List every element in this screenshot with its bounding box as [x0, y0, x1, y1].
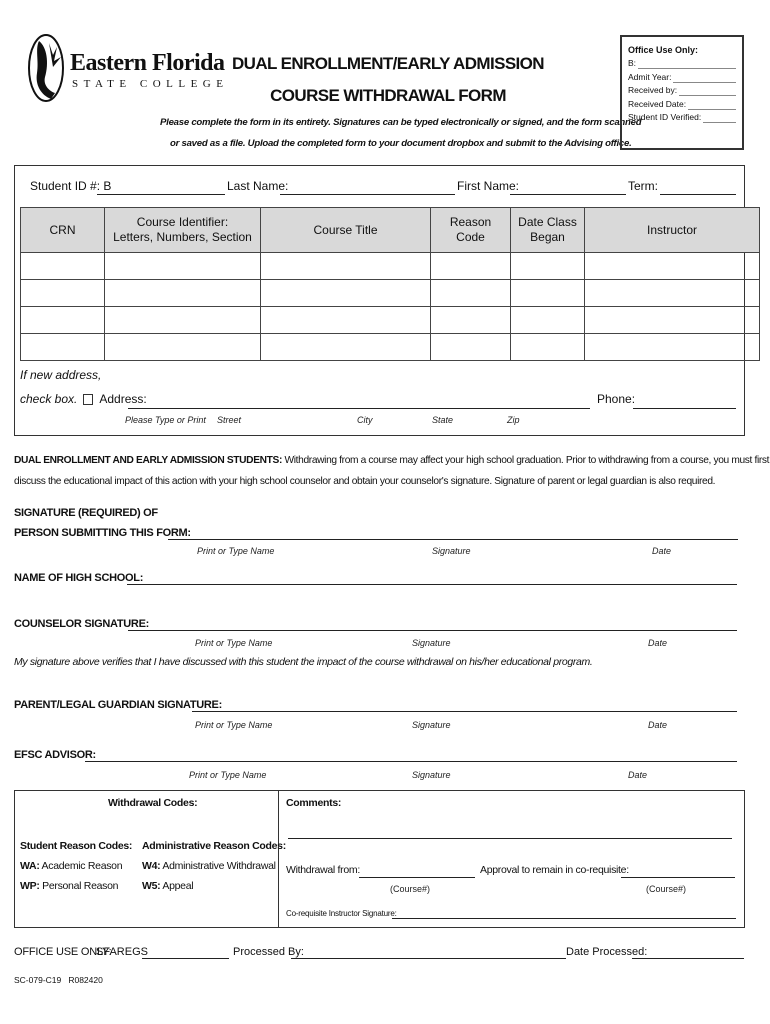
term-label: Term:	[628, 179, 658, 193]
form-title-line2: COURSE WITHDRAWAL FORM	[270, 86, 506, 105]
coreq-signature-field[interactable]	[392, 918, 736, 919]
new-address-checkbox[interactable]	[83, 394, 93, 405]
caption-print-name: Print or Type Name	[195, 720, 273, 730]
check-box-note: check box. Address:	[20, 392, 147, 406]
student-reason-codes: Student Reason Codes: WA: Academic Reason WP: Personal Reason	[20, 840, 133, 892]
high-school-field[interactable]	[127, 584, 737, 585]
caption-signature: Signature	[412, 770, 451, 780]
student-id-field[interactable]	[97, 194, 225, 195]
caption-date: Date	[648, 638, 668, 648]
last-name-field[interactable]	[280, 194, 455, 195]
processed-by-label: Processed By:	[233, 946, 304, 958]
first-name-field[interactable]	[510, 194, 626, 195]
office-use-box	[620, 35, 744, 150]
counselor-signature-label: COUNSELOR SIGNATURE:	[14, 618, 149, 630]
caption-zip: Zip	[507, 415, 520, 425]
sfaregs-field[interactable]	[142, 958, 229, 959]
caption-date: Date	[628, 770, 648, 780]
table-header-row	[21, 208, 760, 253]
caption-print-name: Print or Type Name	[195, 638, 273, 648]
table-row	[21, 307, 760, 334]
first-name-label: First Name:	[457, 179, 520, 193]
caption-city: City	[357, 415, 373, 425]
office-field[interactable]: Received by:	[628, 84, 736, 98]
comments-label: Comments:	[286, 797, 342, 809]
term-field[interactable]	[660, 194, 736, 195]
form-title-line1: DUAL ENROLLMENT/EARLY ADMISSION	[232, 54, 544, 73]
approval-field[interactable]	[621, 877, 735, 878]
col-course-title: Course Title	[261, 208, 431, 253]
advisor-label: EFSC ADVISOR:	[14, 749, 96, 761]
counselor-signature-field[interactable]	[128, 630, 737, 631]
processed-by-field[interactable]	[291, 958, 566, 959]
phone-field[interactable]	[633, 408, 736, 409]
course-table	[20, 207, 760, 361]
col-reason-code: Reason Code	[431, 208, 511, 253]
admin-reason-codes: Administrative Reason Codes: W4: Administrative Withdrawal W5: Appeal	[142, 840, 286, 892]
instructions-line2: or saved as a file. Upload the completed form to your document dropbox and submit to the Advising office.	[170, 138, 632, 149]
withdrawal-codes-title: Withdrawal Codes:	[108, 797, 198, 809]
caption-course: (Course#)	[390, 884, 431, 894]
office-use-label: OFFICE USE ONLY:	[14, 946, 112, 958]
caption-street: Street	[217, 415, 242, 425]
caption-signature: Signature	[412, 720, 451, 730]
col-date-began: Date Class Began	[511, 208, 585, 253]
withdrawal-from-label: Withdrawal from:	[286, 864, 360, 876]
withdrawal-from-field[interactable]	[359, 877, 475, 878]
person-signature-label: SIGNATURE (REQUIRED) OF PERSON SUBMITTING THIS FORM:	[14, 507, 191, 539]
approval-label: Approval to remain in co-requisite:	[480, 864, 629, 876]
phone-label: Phone:	[597, 392, 636, 406]
logo-name: Eastern Florida	[70, 50, 225, 76]
date-processed-field[interactable]	[632, 958, 744, 959]
sfaregs-label: SFAREGS	[96, 946, 148, 958]
date-processed-label: Date Processed:	[566, 946, 648, 958]
parent-signature-field[interactable]	[192, 711, 737, 712]
person-signature-field[interactable]	[168, 539, 738, 540]
col-crn: CRN	[21, 208, 105, 253]
instructions-line1: Please complete the form in its entirety. Signatures can be typed electronically or signed, and the form scanned	[160, 117, 642, 128]
last-name-label: Last Name:	[227, 179, 289, 193]
college-logo-icon	[27, 33, 65, 103]
comments-field[interactable]	[288, 838, 732, 839]
caption-print-name: Print or Type Name	[197, 546, 275, 556]
caption-signature: Signature	[432, 546, 471, 556]
counselor-verify-statement: My signature above verifies that I have discussed with this student the impact of the course withdrawal on his/her educational program.	[14, 656, 593, 668]
caption-course: (Course#)	[646, 884, 687, 894]
office-field[interactable]: B:	[628, 57, 736, 71]
office-field[interactable]: Received Date:	[628, 98, 736, 112]
caption-state: State	[432, 415, 454, 425]
advisor-field[interactable]	[85, 761, 737, 762]
caption-date: Date	[648, 720, 668, 730]
office-box-title: Office Use Only:	[628, 45, 699, 55]
caption-signature: Signature	[412, 638, 451, 648]
high-school-label: NAME OF HIGH SCHOOL:	[14, 572, 144, 584]
caption-print: Please Type or Print	[125, 415, 206, 425]
office-field[interactable]: Student ID Verified:	[628, 111, 736, 125]
office-field[interactable]: Admit Year:	[628, 71, 736, 85]
table-row	[21, 280, 760, 307]
parent-signature-label: PARENT/LEGAL GUARDIAN SIGNATURE:	[14, 699, 222, 711]
caption-date: Date	[652, 546, 672, 556]
notice-paragraph: DUAL ENROLLMENT AND EARLY ADMISSION STUDENTS: Withdrawing from a course may affect your high school graduation. Prior to withdrawing from a course, you must first discuss the educational impact of this action with your high school counselor and obtain your counselor's signature. Signature of parent or legal guardian is also required.	[14, 455, 770, 487]
table-row	[21, 253, 760, 280]
student-id-label: Student ID #: B	[30, 179, 112, 193]
col-instructor: Instructor	[585, 208, 760, 253]
table-row	[21, 334, 760, 361]
new-address-note: If new address,	[20, 368, 102, 382]
form-code: SC-079-C19 R082420	[14, 975, 103, 985]
logo-subtitle: STATE COLLEGE	[72, 78, 229, 90]
caption-print-name: Print or Type Name	[189, 770, 267, 780]
col-course-identifier: Course Identifier: Letters, Numbers, Section	[105, 208, 261, 253]
address-field[interactable]	[128, 408, 590, 409]
coreq-label: Co-requisite Instructor Signature:	[286, 909, 397, 918]
